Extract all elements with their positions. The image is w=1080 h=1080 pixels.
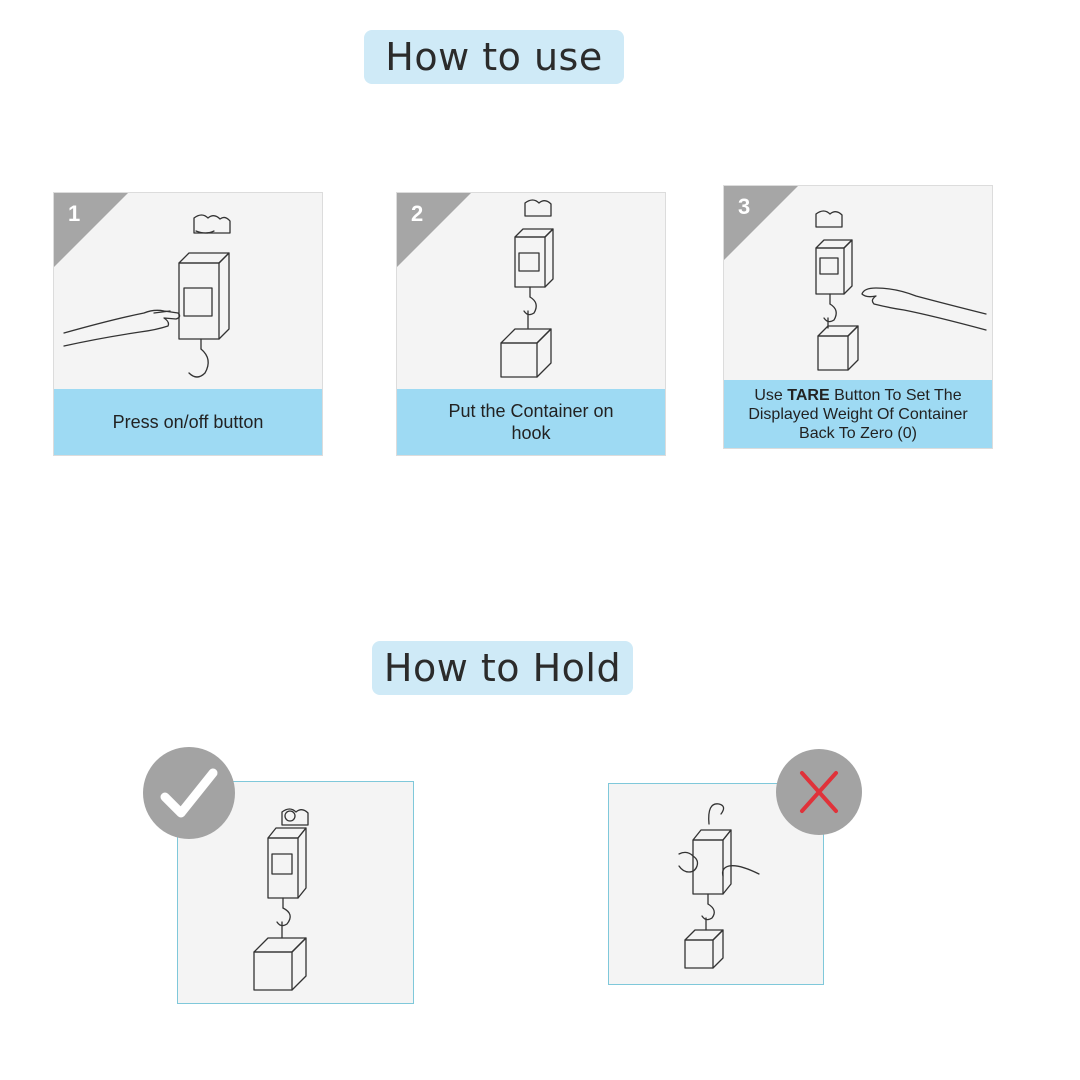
step-number-corner [54, 193, 128, 267]
how-to-hold-title-text: How to Hold [383, 646, 622, 690]
tare-keyword: TARE [787, 386, 830, 404]
how-to-hold-title [372, 641, 633, 695]
step-caption-1-text: Press on/off button [112, 412, 264, 432]
step-caption-3-post: Button To Set The Displayed Weight Of Container Back To Zero (0) [748, 386, 968, 442]
step-card-1 [53, 192, 323, 456]
step-caption-3-pre: Use [754, 386, 788, 404]
how-to-use-title [364, 30, 624, 84]
incorrect-badge [776, 749, 862, 835]
step-number-corner [397, 193, 471, 267]
step-card-2 [396, 192, 666, 456]
step-caption-2-text: Put the Container on hook [448, 401, 614, 443]
how-to-use-title-text: How to use [385, 35, 603, 79]
step-caption-2 [397, 389, 665, 455]
step-caption-1 [54, 389, 322, 455]
step-number-2: 2 [411, 201, 424, 226]
cross-icon [776, 749, 862, 835]
step-caption-3-text [734, 386, 982, 443]
correct-badge [143, 747, 235, 839]
step-card-3 [723, 185, 993, 449]
checkmark-icon [143, 747, 235, 839]
step-number-1: 1 [68, 201, 81, 226]
step-number-3: 3 [738, 194, 751, 219]
step-number-corner [724, 186, 798, 260]
step-caption-3 [724, 380, 992, 448]
